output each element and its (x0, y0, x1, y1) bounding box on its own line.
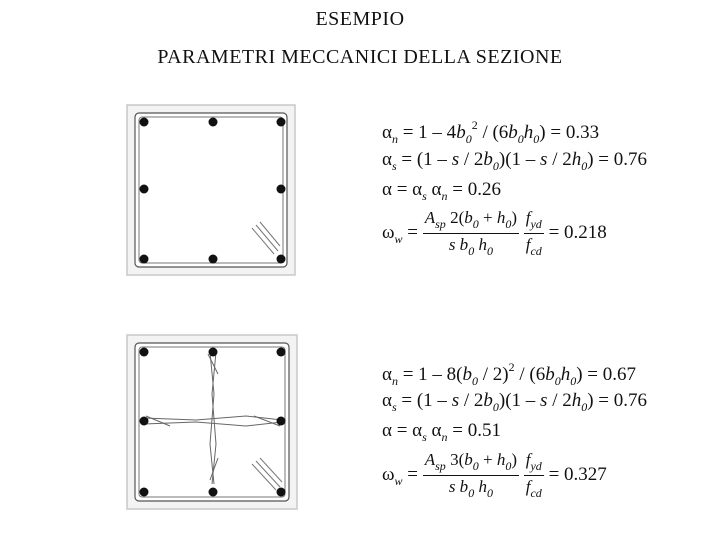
section-diagram-2 (126, 334, 298, 510)
rebar (140, 417, 149, 426)
rebar (277, 417, 286, 426)
alpha-value-1: 0.26 (467, 179, 501, 200)
rebar (209, 348, 218, 357)
equation-alpha-2: $\alpha = \alpha_s$ $\alpha_n = 0.51$ (382, 420, 501, 444)
equation-alpha-n-2: $\alpha_n = 1 - 8(b_0 / 2)^2 / (6b_0h_0) = 0.67$ (382, 360, 637, 388)
equation-omega-2: $\omega_w$ = $\frac{A_{sp} 3(b_0 + h_0)}{s b_0 h_0}$ $\frac{f_{yd}}{f_{cd}}$ = 0.327 (382, 450, 607, 500)
equation-alpha-n-1: $\alpha_n = 1 - 4b_0^2 / (6b_0h_0) = 0.33$ (382, 118, 600, 146)
rebar (140, 255, 149, 264)
rebar (277, 185, 286, 194)
rebar (277, 255, 286, 264)
rebar (277, 488, 286, 497)
rebar (140, 185, 149, 194)
equation-omega-1: $\omega_w$ = $\frac{A_{sp} 2(b_0 + h_0)}{s b_0 h_0}$ $\frac{f_{yd}}{f_{cd}}$ = 0.218 (382, 208, 607, 258)
rebar (140, 118, 149, 127)
omega-value-2: 0.327 (564, 463, 607, 485)
section-diagram-1 (126, 104, 296, 276)
alpha-value-2: 0.51 (467, 420, 501, 441)
slide-subtitle: PARAMETRI MECCANICI DELLA SEZIONE (157, 46, 563, 68)
alpha-s-value-2: 0.76 (613, 390, 648, 411)
rebar (140, 348, 149, 357)
alpha-s-value-1: 0.76 (613, 149, 648, 170)
stirrup-outer (135, 113, 287, 267)
equation-alpha-1: $\alpha = \alpha_s$ $\alpha_n = 0.26$ (382, 179, 501, 203)
slide-title: ESEMPIO (315, 8, 405, 30)
rebar (140, 488, 149, 497)
rebar (209, 255, 218, 264)
rebar (209, 118, 218, 127)
equation-alpha-s-1: $\alpha_s = (1 - s / 2b_0)(1 - s / 2h_0) = 0.76$ (382, 149, 648, 173)
equation-alpha-s-2: $\alpha_s = (1 - s / 2b_0)(1 - s / 2h_0) = 0.76$ (382, 390, 648, 414)
rebar (209, 488, 218, 497)
rebar (277, 118, 286, 127)
omega-value-1: 0.218 (564, 221, 607, 243)
alpha-n-value-2: 0.67 (602, 364, 637, 385)
alpha-n-value-1: 0.33 (565, 122, 600, 143)
rebar (277, 348, 286, 357)
